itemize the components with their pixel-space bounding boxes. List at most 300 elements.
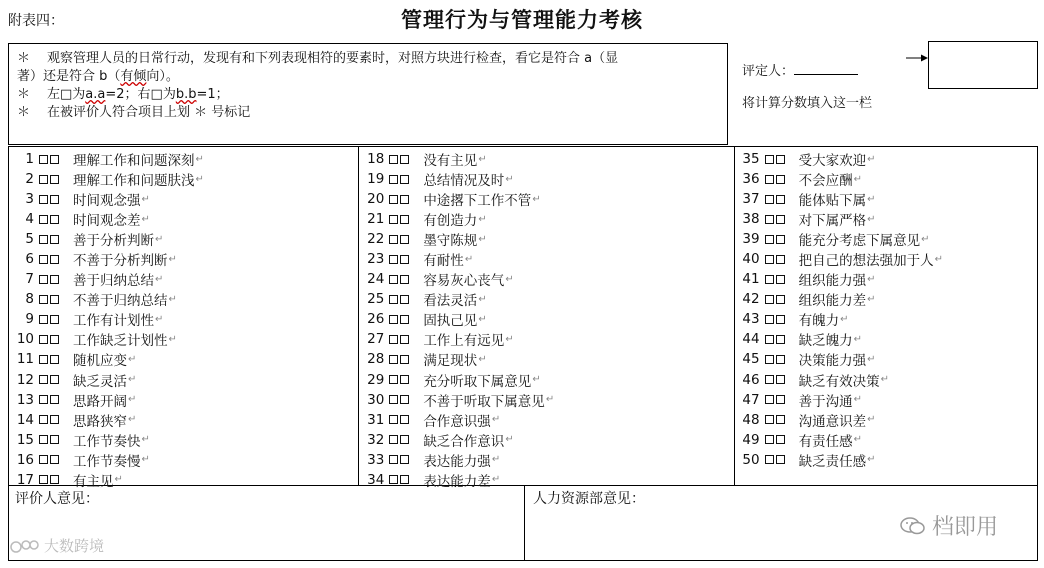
item-number: 19 <box>367 171 385 188</box>
item-checkboxes <box>389 235 409 244</box>
items-column-1 <box>9 147 358 490</box>
item-checkboxes <box>39 395 59 404</box>
item-label: 善于沟通 <box>798 393 853 410</box>
checkbox-a[interactable] <box>389 155 398 164</box>
checkbox-b[interactable] <box>50 295 59 304</box>
list-item <box>735 289 1037 309</box>
item-label: 有主见 <box>73 473 114 490</box>
paragraph-mark-icon: ↵ <box>478 353 487 365</box>
watermark-left <box>10 535 104 556</box>
checkbox-b[interactable] <box>776 415 785 424</box>
watermark-right-text: 档即用 <box>932 515 999 540</box>
checkbox-b[interactable] <box>50 375 59 384</box>
checkbox-a[interactable] <box>39 255 48 264</box>
items-column-3 <box>734 147 1037 485</box>
item-number: 25 <box>367 291 385 308</box>
item-checkboxes <box>389 335 409 344</box>
item-checkboxes <box>389 375 409 384</box>
list-item <box>735 329 1037 349</box>
item-checkboxes <box>389 435 409 444</box>
checkbox-b[interactable] <box>400 235 409 244</box>
item-label: 善于归纳总结 <box>73 273 154 290</box>
checkbox-a[interactable] <box>389 435 398 444</box>
paragraph-mark-icon: ↵ <box>934 253 943 265</box>
item-checkboxes <box>389 275 409 284</box>
item-label: 工作有计划性 <box>73 313 154 330</box>
bullet-star: ＊ <box>17 105 31 120</box>
paragraph-mark-icon: ↵ <box>155 313 164 325</box>
item-checkboxes <box>765 295 785 304</box>
paragraph-mark-icon: ↵ <box>128 374 137 386</box>
paragraph-mark-icon: ↵ <box>478 293 487 305</box>
checkbox-a[interactable] <box>39 155 48 164</box>
item-number: 49 <box>742 431 760 448</box>
item-checkboxes <box>389 195 409 204</box>
item-number: 3 <box>25 191 34 208</box>
list-item <box>9 189 358 209</box>
item-number: 37 <box>742 191 760 208</box>
item-checkboxes <box>765 195 785 204</box>
checkbox-a[interactable] <box>39 175 48 184</box>
checkbox-a[interactable] <box>765 435 774 444</box>
checkbox-b[interactable] <box>776 315 785 324</box>
item-label: 工作节奏慢 <box>73 453 141 470</box>
item-checkboxes <box>765 415 785 424</box>
paragraph-mark-icon: ↵ <box>505 333 514 345</box>
hr-opinion-label: 人力资源部意见： <box>533 491 645 507</box>
item-number: 36 <box>742 171 760 188</box>
item-checkboxes <box>39 175 59 184</box>
checkbox-b[interactable] <box>776 335 785 344</box>
checkbox-b[interactable] <box>400 315 409 324</box>
checkbox-b[interactable] <box>50 235 59 244</box>
checkbox-b[interactable] <box>50 215 59 224</box>
paragraph-mark-icon: ↵ <box>128 414 137 426</box>
checkbox-a[interactable] <box>389 215 398 224</box>
item-checkboxes <box>39 215 59 224</box>
paragraph-mark-icon: ↵ <box>195 153 204 165</box>
instruction-line-2 <box>17 86 727 104</box>
checkbox-a[interactable] <box>765 235 774 244</box>
paragraph-mark-icon: ↵ <box>168 293 177 305</box>
checkbox-a[interactable] <box>389 315 398 324</box>
checkbox-a[interactable] <box>765 155 774 164</box>
checkbox-a[interactable] <box>39 235 48 244</box>
paragraph-mark-icon: ↵ <box>168 253 177 265</box>
score-note: 将计算分数填入这一栏 <box>742 96 873 111</box>
item-label: 缺乏有效决策 <box>798 373 880 390</box>
paragraph-mark-icon: ↵ <box>867 353 876 365</box>
list-item <box>9 249 358 269</box>
checkbox-b[interactable] <box>50 195 59 204</box>
checkbox-b[interactable] <box>50 395 59 404</box>
item-checkboxes <box>765 215 785 224</box>
checkbox-b[interactable] <box>776 275 785 284</box>
watermark-right <box>900 510 998 541</box>
checkbox-a[interactable] <box>389 395 398 404</box>
item-label: 总结情况及时 <box>423 173 505 190</box>
item-number: 1 <box>25 151 34 168</box>
checkbox-a[interactable] <box>765 315 774 324</box>
list-item <box>9 370 358 390</box>
paragraph-mark-icon: ↵ <box>114 474 123 486</box>
checkbox-a[interactable] <box>389 175 398 184</box>
list-item <box>359 289 733 309</box>
item-checkboxes <box>389 255 409 264</box>
checkbox-b[interactable] <box>400 215 409 224</box>
paragraph-mark-icon: ↵ <box>478 213 487 225</box>
instruction-text-1c: 向）。 <box>146 69 179 84</box>
instruction-underlined-a: a.a <box>85 87 106 102</box>
item-label: 缺乏灵活 <box>73 373 127 390</box>
item-label: 对下属严格 <box>798 213 867 230</box>
item-checkboxes <box>765 395 785 404</box>
checkbox-a[interactable] <box>389 335 398 344</box>
rater-label: 评定人： <box>742 64 795 79</box>
item-checkboxes <box>765 375 785 384</box>
checkbox-b[interactable] <box>400 395 409 404</box>
item-checkboxes <box>39 315 59 324</box>
list-item <box>359 309 733 329</box>
item-number: 27 <box>367 331 385 348</box>
item-number: 9 <box>25 311 34 328</box>
checkbox-b[interactable] <box>776 195 785 204</box>
paragraph-mark-icon: ↵ <box>128 394 137 406</box>
item-number: 18 <box>367 151 385 168</box>
list-item <box>9 209 358 229</box>
bullet-star: ＊ <box>17 51 31 66</box>
checkbox-b[interactable] <box>50 175 59 184</box>
checkbox-a[interactable] <box>765 255 774 264</box>
checkbox-b[interactable] <box>776 355 785 364</box>
checkbox-a[interactable] <box>389 475 398 484</box>
item-number: 44 <box>742 331 760 348</box>
list-item <box>735 209 1037 229</box>
list-item <box>359 410 733 430</box>
item-number: 6 <box>25 251 34 268</box>
rater-name-field[interactable] <box>794 63 858 75</box>
checkbox-b[interactable] <box>776 235 785 244</box>
item-checkboxes <box>765 315 785 324</box>
paragraph-mark-icon: ↵ <box>505 273 514 285</box>
list-item <box>359 149 733 169</box>
item-checkboxes <box>765 455 785 464</box>
item-number: 34 <box>367 471 385 488</box>
item-number: 47 <box>742 391 760 408</box>
item-label: 能体贴下属 <box>798 193 867 210</box>
paragraph-mark-icon: ↵ <box>464 253 474 265</box>
checkbox-a[interactable] <box>765 335 774 344</box>
checkbox-b[interactable] <box>776 455 785 464</box>
items-grid <box>8 146 1038 490</box>
checkbox-a[interactable] <box>39 435 48 444</box>
item-checkboxes <box>389 355 409 364</box>
checkbox-a[interactable] <box>389 455 398 464</box>
checkbox-a[interactable] <box>39 355 48 364</box>
item-checkboxes <box>39 355 59 364</box>
item-checkboxes <box>389 395 409 404</box>
checkbox-b[interactable] <box>50 255 59 264</box>
checkbox-b[interactable] <box>50 275 59 284</box>
checkbox-a[interactable] <box>389 235 398 244</box>
checkbox-a[interactable] <box>389 295 398 304</box>
checkbox-a[interactable] <box>39 395 48 404</box>
item-checkboxes <box>39 235 59 244</box>
checkbox-a[interactable] <box>389 195 398 204</box>
paragraph-mark-icon: ↵ <box>141 213 150 225</box>
checkbox-a[interactable] <box>765 295 774 304</box>
item-checkboxes <box>765 355 785 364</box>
list-item <box>735 229 1037 249</box>
checkbox-a[interactable] <box>389 375 398 384</box>
checkbox-a[interactable] <box>39 335 48 344</box>
item-number: 40 <box>742 251 760 268</box>
list-item <box>9 430 358 450</box>
item-number: 13 <box>16 391 34 408</box>
checkbox-a[interactable] <box>39 215 48 224</box>
item-checkboxes <box>39 375 59 384</box>
checkbox-b[interactable] <box>776 375 785 384</box>
list-item <box>735 169 1037 189</box>
checkbox-b[interactable] <box>776 435 785 444</box>
item-number: 17 <box>16 471 34 488</box>
checkbox-a[interactable] <box>765 195 774 204</box>
list-item <box>9 169 358 189</box>
item-label: 时间观念强 <box>73 193 141 210</box>
item-checkboxes <box>39 455 59 464</box>
list-item <box>735 149 1037 169</box>
item-label: 思路狭窄 <box>73 413 127 430</box>
item-checkboxes <box>39 195 59 204</box>
item-label: 组织能力差 <box>798 293 867 310</box>
checkbox-a[interactable] <box>765 355 774 364</box>
item-checkboxes <box>39 415 59 424</box>
paragraph-mark-icon: ↵ <box>880 374 889 386</box>
list-item <box>359 390 733 410</box>
checkbox-b[interactable] <box>776 215 785 224</box>
paragraph-mark-icon: ↵ <box>545 394 555 406</box>
paragraph-mark-icon: ↵ <box>867 273 876 285</box>
checkbox-b[interactable] <box>50 335 59 344</box>
item-number: 7 <box>25 271 34 288</box>
paragraph-mark-icon: ↵ <box>155 233 164 245</box>
checkbox-b[interactable] <box>776 255 785 264</box>
item-label: 容易灰心丧气 <box>423 273 505 290</box>
paragraph-mark-icon: ↵ <box>141 193 150 205</box>
checkbox-b[interactable] <box>776 395 785 404</box>
checkbox-a[interactable] <box>39 455 48 464</box>
list-item <box>735 430 1037 450</box>
checkbox-a[interactable] <box>39 415 48 424</box>
checkbox-b[interactable] <box>50 435 59 444</box>
checkbox-b[interactable] <box>400 455 409 464</box>
list-item <box>735 309 1037 329</box>
list-item <box>359 269 733 289</box>
item-checkboxes <box>389 175 409 184</box>
item-number: 14 <box>16 411 34 428</box>
list-item <box>359 329 733 349</box>
list-item <box>359 430 733 450</box>
checkbox-b[interactable] <box>400 295 409 304</box>
list-item <box>9 269 358 289</box>
item-checkboxes <box>765 335 785 344</box>
item-checkboxes <box>765 235 785 244</box>
item-label: 有责任感 <box>798 433 853 450</box>
list-item <box>735 410 1037 430</box>
paragraph-mark-icon: ↵ <box>478 313 487 325</box>
item-label: 有耐性 <box>423 253 464 270</box>
item-checkboxes <box>39 275 59 284</box>
list-item <box>359 349 733 369</box>
checkbox-b[interactable] <box>400 175 409 184</box>
item-label: 理解工作和问题深刻 <box>73 153 195 170</box>
checkbox-b[interactable] <box>400 275 409 284</box>
list-item <box>359 249 733 269</box>
checkbox-a[interactable] <box>389 275 398 284</box>
watermark-left-text: 大数跨境 <box>44 537 105 555</box>
arrow-right-icon <box>906 52 928 64</box>
checkbox-a[interactable] <box>39 195 48 204</box>
item-number: 5 <box>25 231 34 248</box>
checkbox-a[interactable] <box>765 175 774 184</box>
checkbox-a[interactable] <box>765 215 774 224</box>
item-label: 时间观念差 <box>73 213 141 230</box>
item-number: 29 <box>367 371 385 388</box>
instruction-underlined: 有倾 <box>120 69 147 84</box>
checkbox-b[interactable] <box>400 255 409 264</box>
list-item <box>735 249 1037 269</box>
item-number: 10 <box>16 331 34 348</box>
checkbox-a[interactable] <box>389 255 398 264</box>
checkbox-a[interactable] <box>39 475 48 484</box>
item-number: 28 <box>367 351 385 368</box>
item-number: 42 <box>742 291 760 308</box>
paragraph-mark-icon: ↵ <box>867 454 876 466</box>
list-item <box>9 329 358 349</box>
checkbox-a[interactable] <box>765 455 774 464</box>
paragraph-mark-icon: ↵ <box>921 233 930 245</box>
paragraph-mark-icon: ↵ <box>505 434 514 446</box>
checkbox-b[interactable] <box>400 375 409 384</box>
checkbox-b[interactable] <box>776 155 785 164</box>
item-number: 33 <box>367 451 385 468</box>
checkbox-b[interactable] <box>50 455 59 464</box>
item-number: 46 <box>742 371 760 388</box>
list-item <box>9 390 358 410</box>
paragraph-mark-icon: ↵ <box>478 233 487 245</box>
item-checkboxes <box>389 155 409 164</box>
list-item <box>9 309 358 329</box>
checkbox-a[interactable] <box>39 315 48 324</box>
item-checkboxes <box>765 175 785 184</box>
checkbox-b[interactable] <box>50 475 59 484</box>
paragraph-mark-icon: ↵ <box>867 213 876 225</box>
item-label: 善于分析判断 <box>73 233 154 250</box>
item-label: 不会应酬 <box>798 173 853 190</box>
checkbox-b[interactable] <box>50 355 59 364</box>
checkbox-b[interactable] <box>400 155 409 164</box>
list-item <box>735 269 1037 289</box>
instruction-text-2a: 左□为 <box>47 87 86 102</box>
checkbox-b[interactable] <box>50 315 59 324</box>
paragraph-mark-icon: ↵ <box>141 454 150 466</box>
item-number: 21 <box>367 211 385 228</box>
checkbox-a[interactable] <box>765 375 774 384</box>
item-number: 30 <box>367 391 385 408</box>
bullet-star: ＊ <box>17 87 31 102</box>
item-label: 看法灵活 <box>423 293 478 310</box>
list-item <box>735 450 1037 470</box>
item-number: 15 <box>16 431 34 448</box>
paragraph-mark-icon: ↵ <box>867 193 876 205</box>
checkbox-b[interactable] <box>50 415 59 424</box>
checkbox-a[interactable] <box>39 375 48 384</box>
checkbox-a[interactable] <box>39 295 48 304</box>
attachment-label: 附表四： <box>8 13 64 29</box>
item-label: 中途撂下工作不管 <box>423 193 532 210</box>
item-checkboxes <box>39 475 59 484</box>
checkbox-b[interactable] <box>400 415 409 424</box>
paragraph-mark-icon: ↵ <box>532 193 541 205</box>
checkbox-b[interactable] <box>776 295 785 304</box>
list-item <box>9 410 358 430</box>
checkbox-a[interactable] <box>389 355 398 364</box>
list-item <box>359 209 733 229</box>
checkbox-b[interactable] <box>50 155 59 164</box>
item-label: 表达能力强 <box>423 453 491 470</box>
item-number: 50 <box>742 451 760 468</box>
checkbox-a[interactable] <box>765 395 774 404</box>
instruction-line-3 <box>17 104 727 122</box>
item-label: 工作上有远见 <box>423 333 505 350</box>
item-number: 26 <box>367 311 385 328</box>
item-label: 不善于听取下属意见 <box>423 393 545 410</box>
item-checkboxes <box>39 255 59 264</box>
instruction-text-2b: =2；右□为 <box>105 87 176 102</box>
item-checkboxes <box>765 155 785 164</box>
list-item <box>735 370 1037 390</box>
checkbox-b[interactable] <box>400 335 409 344</box>
item-label: 组织能力强 <box>798 273 867 290</box>
item-number: 22 <box>367 231 385 248</box>
item-checkboxes <box>39 295 59 304</box>
checkbox-a[interactable] <box>39 275 48 284</box>
checkbox-b[interactable] <box>400 475 409 484</box>
checkbox-b[interactable] <box>400 355 409 364</box>
item-label: 不善于分析判断 <box>73 253 168 270</box>
score-box[interactable] <box>928 41 1038 89</box>
wechat-icon <box>900 516 926 536</box>
item-number: 4 <box>25 211 34 228</box>
item-label: 工作缺乏计划性 <box>73 333 168 350</box>
item-number: 11 <box>16 351 34 368</box>
list-item <box>359 189 733 209</box>
list-item <box>735 349 1037 369</box>
checkbox-a[interactable] <box>389 415 398 424</box>
evaluator-opinion-label: 评价人意见： <box>15 491 99 507</box>
checkbox-a[interactable] <box>765 415 774 424</box>
paragraph-mark-icon: ↵ <box>128 353 137 365</box>
checkbox-b[interactable] <box>776 175 785 184</box>
list-item <box>359 229 733 249</box>
checkbox-b[interactable] <box>400 195 409 204</box>
list-item <box>9 289 358 309</box>
item-checkboxes <box>39 435 59 444</box>
paragraph-mark-icon: ↵ <box>867 153 876 165</box>
checkbox-a[interactable] <box>765 275 774 284</box>
list-item <box>9 349 358 369</box>
checkbox-b[interactable] <box>400 435 409 444</box>
